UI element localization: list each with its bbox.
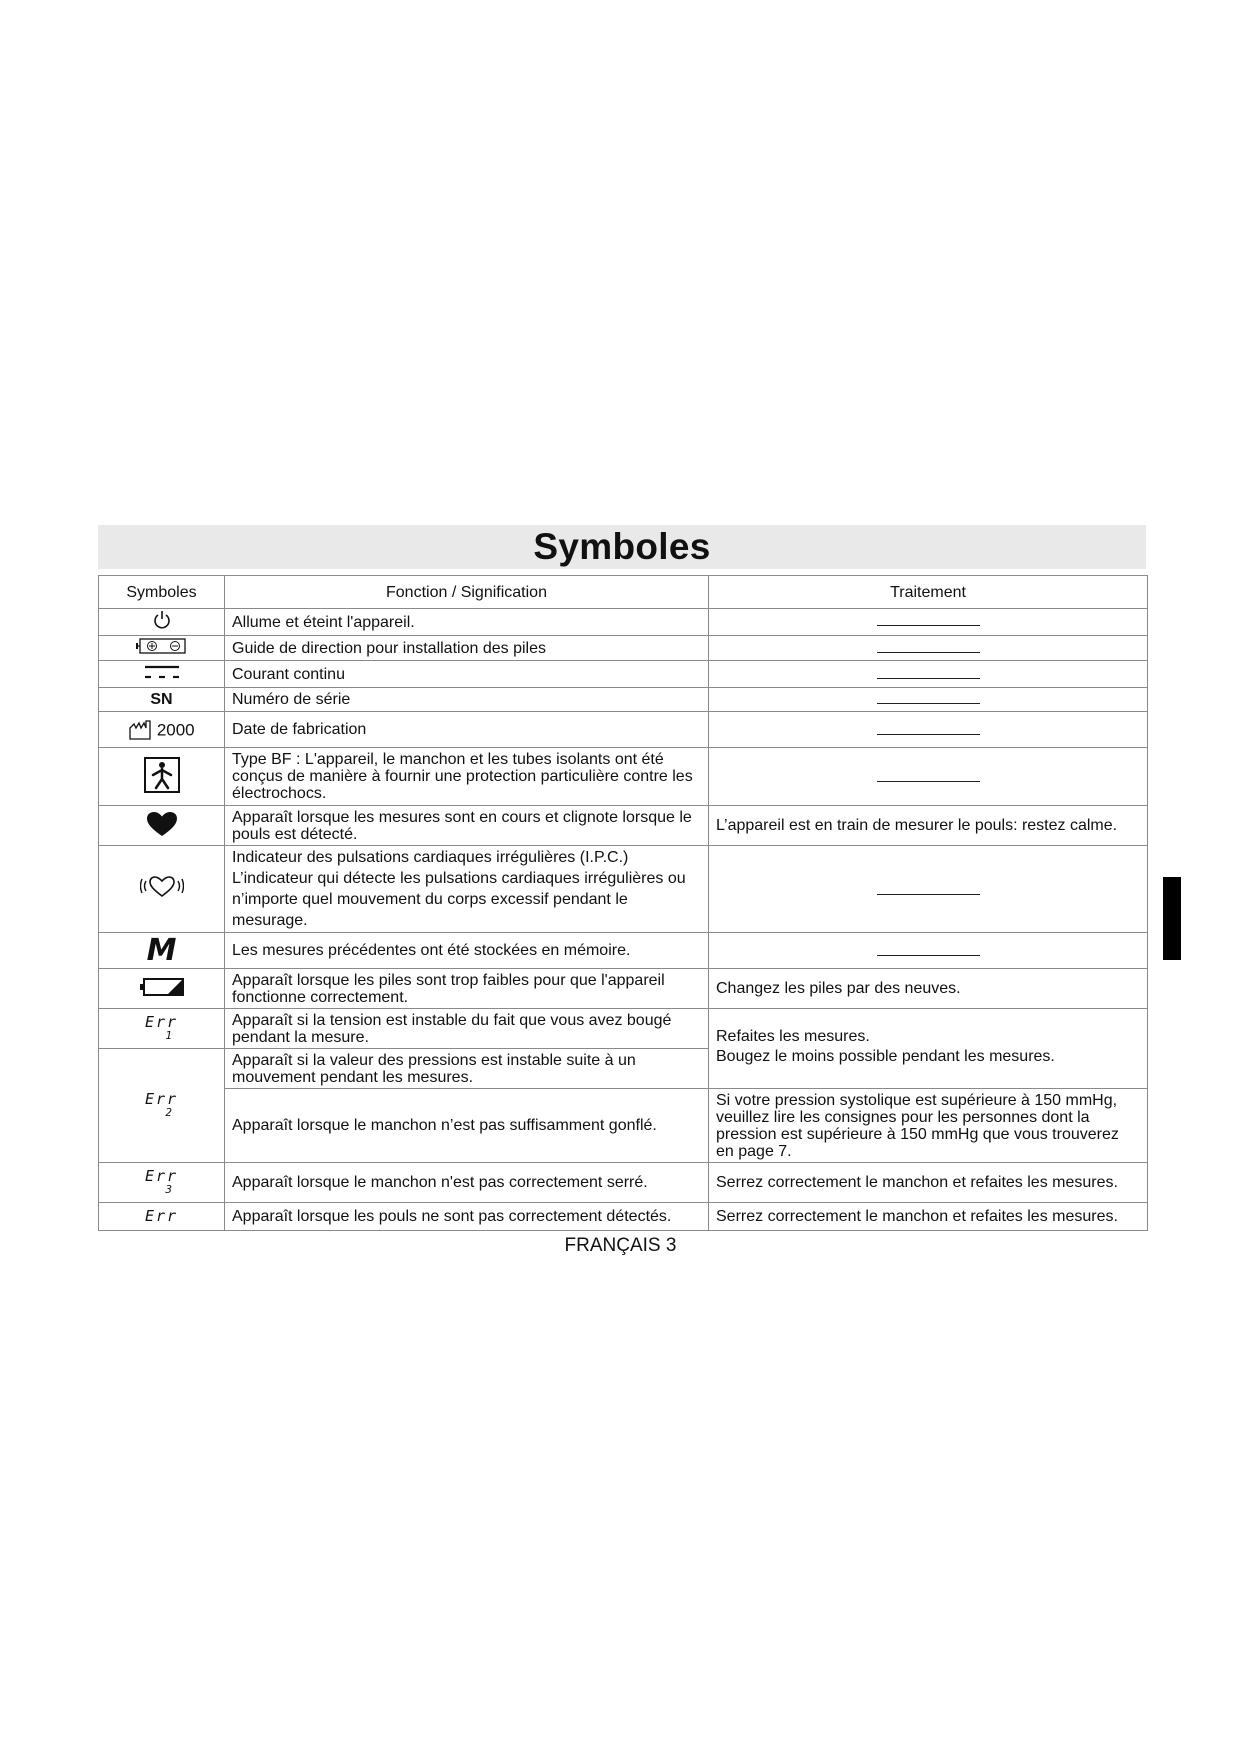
memory-symbol: M: [146, 932, 177, 968]
error-code-number: 2: [165, 1105, 175, 1119]
table-row: [99, 609, 1148, 636]
error-code-number: 3: [165, 1182, 175, 1196]
function-cell: Apparaît lorsque les mesures sont en cours et clignote lorsque le pouls est détecté.: [225, 806, 709, 846]
treatment-cell: [709, 712, 1148, 748]
power-icon: [152, 610, 172, 630]
treatment-cell: [709, 748, 1148, 806]
error-code-number: 1: [165, 1028, 175, 1042]
blank-line: [877, 652, 980, 653]
symbol-cell: [99, 1203, 225, 1231]
treatment-cell: Si votre pression systolique est supérieure à 150 mmHg, veuillez lire les consignes pour les personnes dont la pression est supérieure à 150 mmHg que vous trouverez en page 7.: [709, 1089, 1148, 1163]
header-function: Fonction / Signification: [225, 576, 709, 609]
symbol-cell: [99, 1009, 225, 1049]
table-row: [99, 1203, 1148, 1231]
function-cell: Apparaît lorsque le manchon n'est pas correctement serré.: [225, 1163, 709, 1203]
irregular-heartbeat-icon: [140, 875, 184, 899]
manufacture-year: 2000: [156, 720, 195, 739]
symbol-cell: [99, 846, 225, 933]
error-code: Err: [144, 1207, 179, 1225]
serial-number-symbol: SN: [150, 691, 173, 708]
factory-icon: [128, 719, 152, 741]
page-title: Symboles: [533, 526, 711, 567]
battery-polarity-icon: [136, 637, 188, 655]
symbol-cell: [99, 748, 225, 806]
function-cell: Apparaît lorsque les piles sont trop faibles pour que l'appareil fonctionne correctement.: [225, 969, 709, 1009]
low-battery-icon: [139, 977, 185, 997]
ihb-description: L’indicateur qui détecte les pulsations cardiaques irrégulières ou n’importe quel mouvement du corps excessif pendant le mesurage.: [232, 870, 686, 929]
table-row: [99, 806, 1148, 846]
treatment-cell: [709, 609, 1148, 636]
symbol-cell: [99, 969, 225, 1009]
type-bf-icon: [143, 756, 181, 794]
treatment-cell: Serrez correctement le manchon et refaites les mesures.: [709, 1203, 1148, 1231]
treatment-line: Bougez le moins possible pendant les mesures.: [716, 1048, 1055, 1065]
blank-line: [877, 703, 980, 704]
blank-line: [877, 894, 980, 895]
table-row: [99, 846, 1148, 933]
symbol-cell: [99, 712, 225, 748]
function-cell: Numéro de série: [225, 688, 709, 712]
function-cell: Guide de direction pour installation des piles: [225, 636, 709, 661]
treatment-cell: L’appareil est en train de mesurer le pouls: restez calme.: [709, 806, 1148, 846]
section-thumb-tab: [1163, 877, 1181, 960]
treatment-cell: [709, 688, 1148, 712]
error-code-text: Err: [144, 1089, 179, 1108]
function-cell: Courant continu: [225, 661, 709, 688]
symbol-cell: [99, 661, 225, 688]
table-row: [99, 661, 1148, 688]
table-row: [99, 1009, 1148, 1049]
heart-icon: [146, 811, 178, 837]
table-row: [99, 1163, 1148, 1203]
function-cell: Type BF : L'appareil, le manchon et les tubes isolants ont été conçus de manière à fournir une protection particulière contre les électrochocs.: [225, 748, 709, 806]
blank-line: [877, 955, 980, 956]
symbol-cell: [99, 1163, 225, 1203]
symbol-cell: [99, 609, 225, 636]
treatment-cell: [709, 636, 1148, 661]
page-footer: FRANÇAIS 3: [564, 1235, 677, 1256]
symbol-cell: [99, 806, 225, 846]
function-cell: Allume et éteint l'appareil.: [225, 609, 709, 636]
treatment-cell: [709, 1009, 1148, 1089]
ihb-title: Indicateur des pulsations cardiaques irrégulières (I.P.C.): [232, 849, 629, 866]
header-symbols: Symboles: [99, 576, 225, 609]
blank-line: [877, 781, 980, 782]
table-row: [99, 969, 1148, 1009]
symbol-cell: [99, 636, 225, 661]
dc-current-icon: [142, 662, 182, 682]
symbol-cell: [99, 933, 225, 969]
treatment-line: Refaites les mesures.: [716, 1028, 870, 1045]
function-cell: Apparaît lorsque le manchon n’est pas suffisamment gonflé.: [225, 1089, 709, 1163]
treatment-cell: Changez les piles par des neuves.: [709, 969, 1148, 1009]
table-row: [99, 712, 1148, 748]
error-code-2: [144, 1089, 179, 1119]
error-code-3: [144, 1166, 179, 1196]
function-cell: Date de fabrication: [225, 712, 709, 748]
table-row: [99, 688, 1148, 712]
symbol-cell: [99, 688, 225, 712]
table-row: [99, 1089, 1148, 1163]
treatment-cell: [709, 661, 1148, 688]
symbols-table: [98, 575, 1148, 1231]
symbol-cell: [99, 1049, 225, 1163]
header-treatment: Traitement: [709, 576, 1148, 609]
treatment-cell: Serrez correctement le manchon et refaites les mesures.: [709, 1163, 1148, 1203]
function-cell: Apparaît lorsque les pouls ne sont pas correctement détectés.: [225, 1203, 709, 1231]
treatment-cell: [709, 933, 1148, 969]
blank-line: [877, 734, 980, 735]
table-row: [99, 748, 1148, 806]
function-cell: Apparaît si la valeur des pressions est instable suite à un mouvement pendant les mesures.: [225, 1049, 709, 1089]
treatment-cell: [709, 846, 1148, 933]
function-cell: Les mesures précédentes ont été stockées en mémoire.: [225, 933, 709, 969]
error-code-text: Err: [144, 1012, 179, 1031]
table-row: [99, 636, 1148, 661]
error-code-text: Err: [144, 1166, 179, 1185]
error-code-1: [144, 1012, 179, 1042]
table-row: [99, 933, 1148, 969]
function-cell: Apparaît si la tension est instable du fait que vous avez bougé pendant la mesure.: [225, 1009, 709, 1049]
blank-line: [877, 678, 980, 679]
blank-line: [877, 625, 980, 626]
title-bar: [98, 525, 1146, 569]
function-cell: [225, 846, 709, 933]
header-row: [99, 576, 1148, 609]
